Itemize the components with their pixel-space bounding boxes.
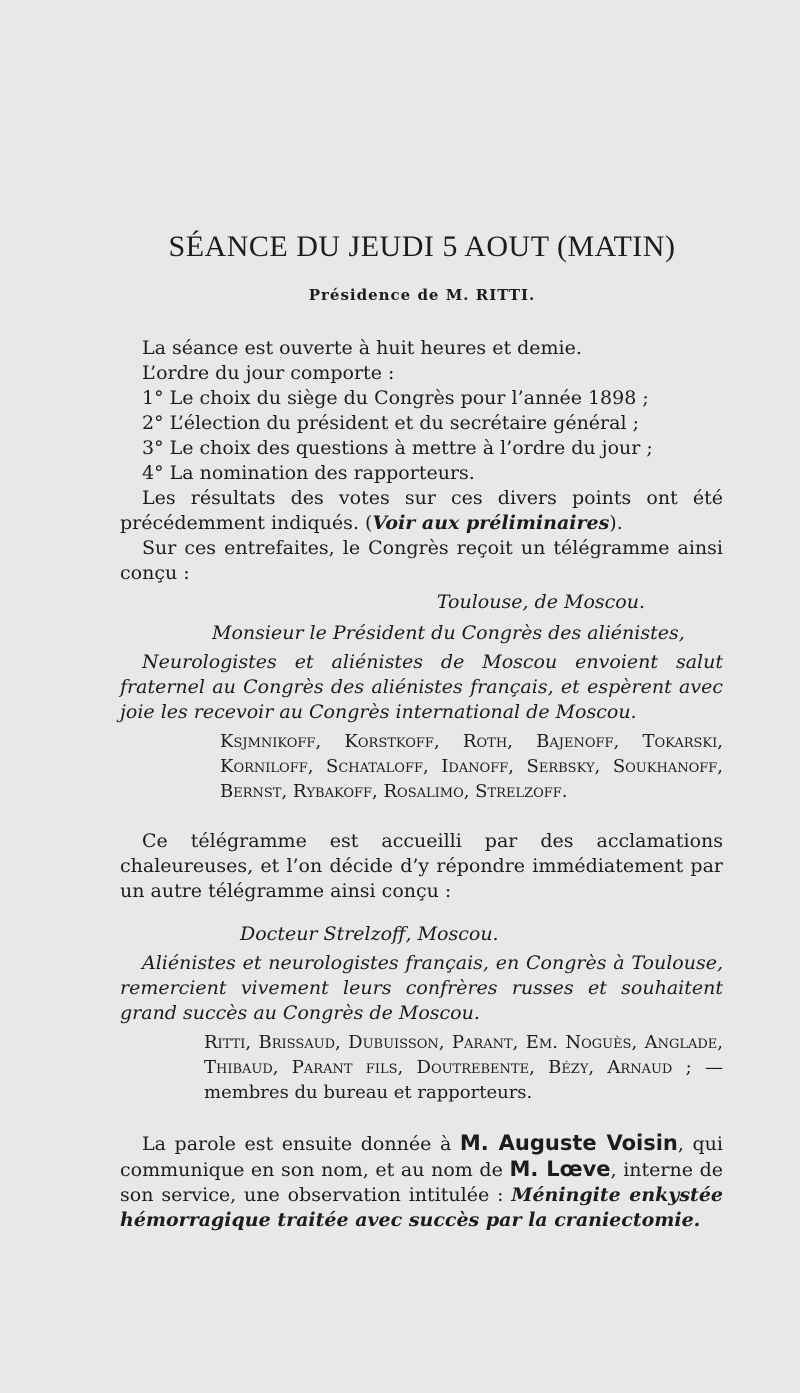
telegram1-origin: Toulouse, de Moscou. <box>436 591 645 613</box>
closing-part3: , interne de son service, une observation intitulée : <box>120 1159 723 1206</box>
telegram1-signatories: Ksjmnikoff, Korstkoff, Roth, Bajenoff, Tokarski, Korniloff, Schataloff, Idanoff, Serbsky, Soukhanoff, Bernst, Rybakoff, Rosalimo, Strelzoff. <box>220 731 723 802</box>
observation-title: Méningite enkystée hémorragique traitée avec succès par la craniectomie. <box>120 1184 723 1231</box>
telegram2-recipient: Docteur Strelzoff, Moscou. <box>240 923 499 945</box>
telegram-intro: Sur ces entrefaites, le Congrès reçoit un télégramme ainsi conçu : <box>120 537 723 584</box>
closing-part1: La parole est ensuite donnée à <box>142 1133 460 1155</box>
agenda-item: 3° Le choix des questions à mettre à l’ordre du jour ; <box>142 437 653 459</box>
page-title: SÉANCE DU JEUDI 5 AOUT (MATIN) <box>168 230 676 263</box>
closing-paragraph <box>120 1131 723 1233</box>
results-paragraph <box>120 486 723 536</box>
agenda-item: 4° La nomination des rapporteurs. <box>142 462 475 484</box>
presidence-line: Présidence de M. RITTI. <box>308 286 536 304</box>
document-body <box>120 336 723 1233</box>
telegram1-salutation: Monsieur le Président du Congrès des aliénistes, <box>212 622 685 644</box>
telegram2-signatories-suffix: ; — membres du bureau et rapporteurs. <box>204 1057 723 1103</box>
telegram2-message: Aliénistes et neurologistes français, en Congrès à Toulouse, remercient vivement leurs confrères russes et souhaitent grand succès au Congrès de Moscou. <box>120 952 723 1024</box>
results-end: ). <box>609 512 623 534</box>
telegram2-signatures <box>120 1030 723 1105</box>
telegram1-message: Neurologistes et aliénistes de Moscou envoient salut fraternel au Congrès des aliénistes français, et espèrent avec joie les recevoir au Congrès international de Moscou. <box>120 651 723 723</box>
agenda-item: 1° Le choix du siège du Congrès pour l’année 1898 ; <box>142 387 649 409</box>
results-reference: Voir aux préliminaires <box>372 512 610 534</box>
agenda-item: 2° L’élection du président et du secrétaire général ; <box>142 412 639 434</box>
closing-part2: , qui communique en son nom, et au nom de <box>120 1133 723 1181</box>
opening-paragraph: La séance est ouverte à huit heures et demie. <box>142 337 582 359</box>
results-text: Les résultats des votes sur ces divers points ont été précédemment indiqués. ( <box>120 487 723 534</box>
reply-intro: Ce télégramme est accueilli par des acclamations chaleureuses, et l’on décide d’y répondre immédiatement par un autre télégramme ainsi conçu : <box>120 830 723 902</box>
telegram2-signatories: Ritti, Brissaud, Dubuisson, Parant, Em. Noguès, Anglade, Thibaud, Parant fils, Doutrebente, Bézy, Arnaud <box>204 1032 723 1078</box>
speaker-name: M. Auguste Voisin <box>459 1131 678 1155</box>
agenda-intro: L’ordre du jour comporte : <box>142 362 395 384</box>
intern-name: M. Lœve <box>509 1157 611 1181</box>
